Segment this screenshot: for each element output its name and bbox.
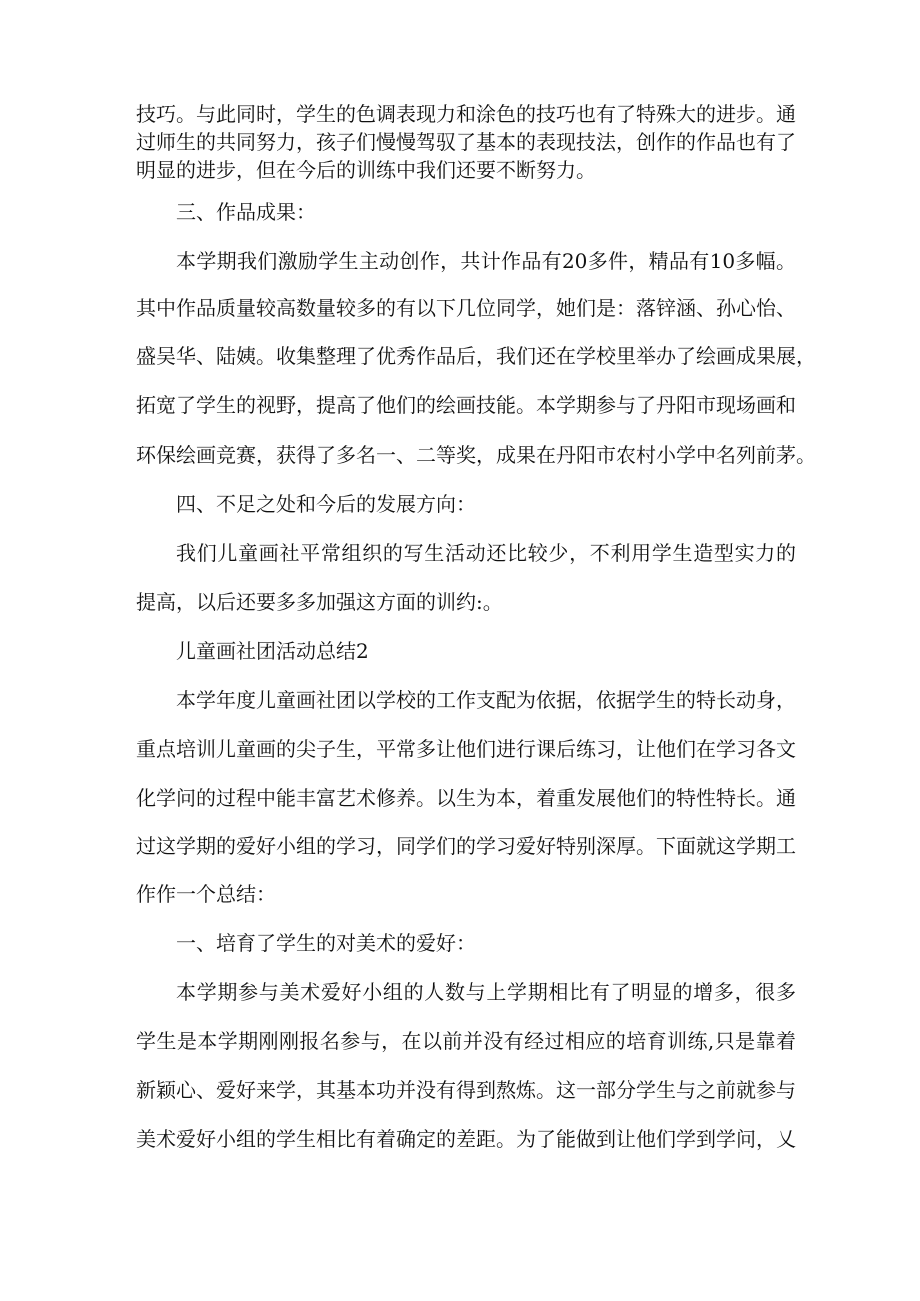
document-title: 儿童画社团活动总结2 — [176, 639, 369, 663]
text-line: 其中作品质量较高数量较多的有以下几位同学，她们是：落锌涵、孙心怡、 — [136, 296, 796, 320]
text-line: 技巧。与此同时，学生的色调表现力和涂色的技巧也有了特殊大的进步。通 — [136, 102, 796, 126]
text-line: 美术爱好小组的学生相比有着确定的差距。为了能做到让他们学到学问，乂 — [136, 1127, 796, 1151]
text-line: 环保绘画竞赛，获得了多名一、二等奖，成果在丹阳市农村小学中名列前茅。 — [136, 443, 816, 467]
text-line: 我们儿童画社平常组织的写生活动还比较少，不利用学生造型实力的 — [176, 541, 796, 565]
text-line: 新颖心、爱好来学，其基本功并没有得到熬炼。这一部分学生与之前就参与 — [136, 1078, 796, 1102]
text-line: 提高，以后还要多多加强这方面的训约:。 — [136, 590, 503, 614]
text-line: 作作一个总结： — [136, 882, 276, 906]
text-line: 明显的进步，但在今后的训练中我们还要不断努力。 — [136, 158, 596, 182]
text-line: 本学年度儿童画社团以学校的工作支配为依据，依据学生的特长动身， — [176, 688, 796, 712]
text-line: 过师生的共同努力，孩子们慢慢驾驭了基本的表现技法，创作的作品也有了 — [136, 130, 796, 154]
text-line: 过这学期的爱好小组的学习，同学们的学习爱好特别深厚。下面就这学期工 — [136, 834, 796, 858]
text-line: 盛吴华、陆姨。收集整理了优秀作品后，我们还在学校里举办了绘画成果展， — [136, 344, 816, 368]
text-line: 学生是本学期刚刚报名参与，在以前并没有经过相应的培育训练,只是靠着 — [136, 1029, 796, 1053]
section-heading: 四、不足之处和今后的发展方向： — [176, 492, 476, 516]
text-line: 本学期参与美术爱好小组的人数与上学期相比有了明显的增多，很多 — [176, 980, 796, 1004]
text-line: 化学问的过程中能丰富艺术修养。以生为本，着重发展他们的特性特长。通 — [136, 786, 796, 810]
text-line: 本学期我们激励学生主动创作，共计作品有20多件，精品有10多幅。 — [176, 249, 796, 273]
section-heading: 三、作品成果： — [176, 200, 316, 224]
text-line: 拓宽了学生的视野，提高了他们的绘画技能。本学期参与了丹阳市现场画和 — [136, 393, 796, 417]
text-line: 重点培训儿童画的尖子生，平常多让他们进行课后练习，让他们在学习各文 — [136, 737, 796, 761]
section-heading: 一、培育了学生的对美术的爱好： — [176, 931, 476, 955]
